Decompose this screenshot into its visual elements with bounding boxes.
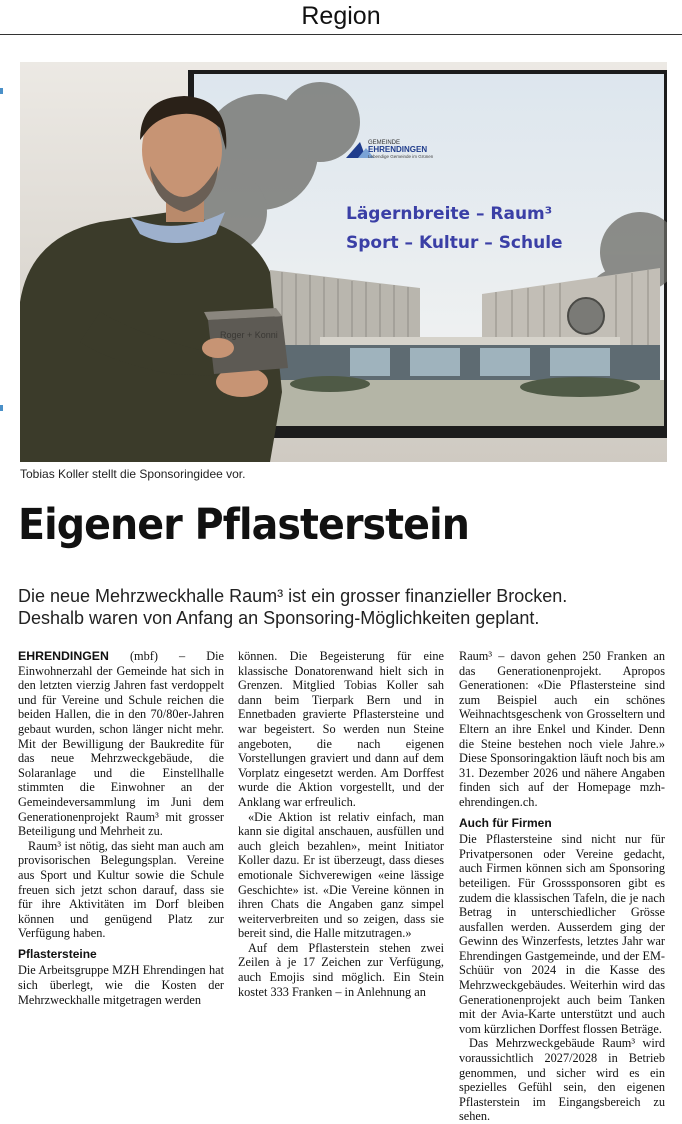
section-divider [0,34,682,35]
photo-illustration [20,62,667,462]
margin-marker [0,405,3,411]
screen-logo-line2: EHRENDINGEN [368,145,428,154]
screen-logo-tagline: Lebendige Gemeinde im Grünen [368,154,434,159]
article-paragraph: Auf dem Pflasterstein stehen zwei Zeilen à je 17 Zeichen zur Verfügung, auch Emojis sind möglich. Ein Stein kostet 333 Franken – in Anlehnung an [238,940,444,999]
article-photo [20,62,667,462]
article-column-2 [238,649,444,999]
article-paragraph: Raum³ ist nötig, das sieht man auch am provisorischen Belegungsplan. Vereine aus Sport und Kultur sowie die Schule freuen sich jetzt schon darauf, dass sie für ihre Aktivitäten im Dorf bleiben können und genügend Platz zur Verfügung haben. [18,838,224,941]
lead-line-1: Die neue Mehrzweckhalle Raum³ ist ein grosser finanzieller Brocken. [18,586,568,606]
section-header: Region [301,2,381,30]
stone-engraving: Roger + Konni [220,330,278,340]
headline: Eigener Pflasterstein [18,500,469,550]
article-column-1 [18,649,224,1007]
subheading-firmen: Auch für Firmen [459,815,552,830]
article-paragraph [18,649,224,839]
margin-marker [0,88,3,94]
subheading-pflastersteine: Pflastersteine [18,946,97,961]
article-paragraph-continued: Raum³ – davon gehen 250 Franken an das Generationenprojekt. Apropos Generationen: «Die Pflastersteine sind zum Beispiel auch ein schönes Weihnachtsgeschenk von Grosseltern und Eltern an ihre Enkel und Kinder. Denn die Steine bestehen noch viele Jahre.» Diese Sponsoringaktion läuft noch bis am 31. Dezember 2026 und nähere Angaben finden sich auf der Homepage mzh-ehrendingen.ch. [459,649,665,809]
article-paragraph-continued: können. Die Begeisterung für eine klassische Donatorenwand hielt sich in Grenzen. Mitglied Tobias Koller sah dann beim Tierpark Bern und in Ennetbaden gravierte Pflastersteine und war begeistert. So werden nun Steine angeboten, die nach eigenen Vorstellungen graviert und dann auf dem Vorplatz eingesetzt werden. Am Dorffest wurde die Aktion vorgestellt, und der Anklang war erfreulich. [238,649,444,809]
dateline: EHRENDINGEN [18,649,109,663]
paragraph-text: (mbf) – Die Einwohnerzahl der Gemeinde hat sich in den letzten vierzig Jahren fast verdoppelt und für Vereine und Schule reichen die beiden Hallen, die in den 70/80er-Jahren gebaut wurden, schon länger nicht mehr. Mit der Bewilligung der Baukredite für das neue Mehrzweckgebäude, die Solaranlage und die Einstellhalle stimmten die Einwohner an der Gemeindeversammlung im Juni dem Generationenprojekt Raum³ mit grosser Beteiligung und Mehrheit zu. [18,649,224,839]
lead-paragraph [18,585,668,629]
article-paragraph: «Die Aktion ist relativ einfach, man kann sie digital anschauen, ausfüllen und auch gleich bezahlen», meint Initiator Koller dazu. Er ist überzeugt, dass dieses emotionale Sichverewigen «eine lässige Geschichte» ist. «Die Vereine können in ihren Chats die Angaben ganz simpel weiterverbreiten und so zeigen, dass sie bereit sind, die Halle mitzutragen.» [238,809,444,941]
article-paragraph: Die Arbeitsgruppe MZH Ehrendingen hat sich überlegt, wie die Kosten der Mehrzweckhalle mitgetragen werden [18,963,224,1007]
screen-title-line1: Lägernbreite – Raum³ [346,204,553,224]
lead-line-2: Deshalb waren von Anfang an Sponsoring-Möglichkeiten geplant. [18,608,540,628]
article-paragraph: Das Mehrzweckgebäude Raum³ wird voraussichtlich 2027/2028 in Betrieb genommen, und sicher wird es ein spezielles Gefühl sein, den eigenen Pflasterstein im Eingangsbereich zu sehen. [459,1036,665,1124]
screen-logo-line1: GEMEINDE [368,140,401,146]
screen-title-line2: Sport – Kultur – Schule [346,233,563,253]
article-column-3 [459,649,665,1124]
article-paragraph: Die Pflastersteine sind nicht nur für Privatpersonen oder Vereine gedacht, auch Firmen können sich am Sponsoring beteiligen. Für Grosssponsoren gibt es zudem die klassischen Tafeln, die je nach Betrag in unterschiedlicher Grösse ausfallen werden. Ausserdem ging der Gewinn des Winzerfests, letztes Jahr war Ehrendingen Gastgemeinde, und der EM-Schüür von 2024 in die Kasse des Mehrzweckgebäudes. Weiterhin wird das Generationenprojekt auch beim Tanken mit der Avia-Karte unterstützt und auch vom kürzlichen Dorffest flossen Beträge. [459,832,665,1036]
photo-caption: Tobias Koller stellt die Sponsoringidee vor. [20,467,246,481]
